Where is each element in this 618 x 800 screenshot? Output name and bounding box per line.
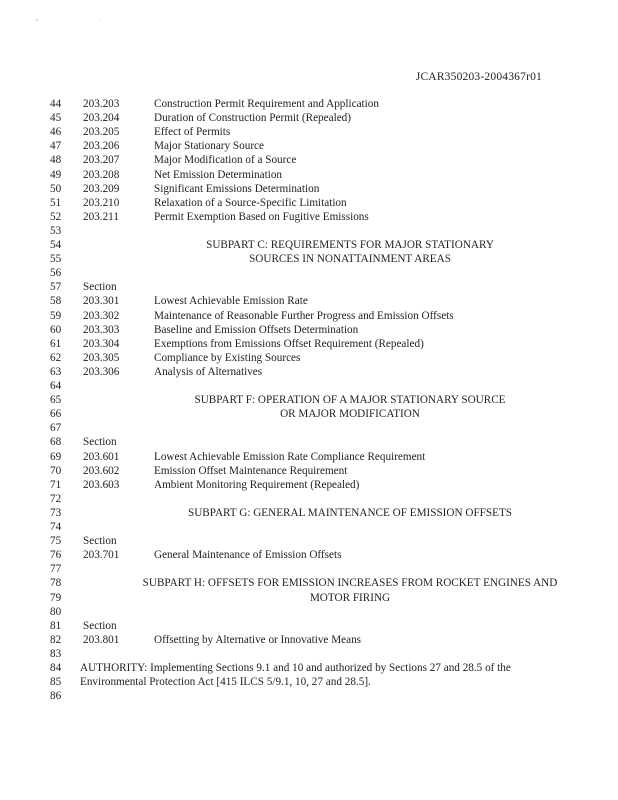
section-number: Section (83, 619, 117, 632)
document-line (50, 196, 570, 210)
line-number: 80 (50, 605, 62, 618)
document-line (50, 576, 570, 590)
line-number: 45 (50, 112, 62, 125)
section-title: Net Emission Determination (154, 168, 283, 181)
document-line (50, 365, 570, 379)
subpart-heading: SOURCES IN NONATTAINMENT AREAS (249, 253, 451, 266)
line-number: 55 (50, 253, 62, 266)
line-number: 68 (50, 436, 62, 449)
line-number: 50 (50, 182, 62, 195)
section-title: Emission Offset Maintenance Requirement (154, 464, 348, 477)
document-line (50, 309, 570, 323)
document-line (50, 548, 570, 562)
section-number: 203.206 (83, 140, 120, 153)
section-title: Permit Exemption Based on Fugitive Emissions (154, 210, 369, 223)
subpart-heading: SUBPART C: REQUIREMENTS FOR MAJOR STATIONARY (206, 239, 494, 251)
document-line (50, 323, 570, 337)
document-line (50, 675, 570, 689)
section-number: 203.306 (83, 365, 120, 378)
document-line (50, 97, 570, 111)
line-number: 65 (50, 394, 62, 407)
section-number: 203.302 (83, 309, 120, 322)
line-number: 73 (50, 506, 62, 519)
line-number: 47 (50, 140, 62, 153)
document-line (50, 266, 570, 280)
section-title: Major Stationary Source (154, 140, 264, 153)
section-title: General Maintenance of Emission Offsets (154, 549, 342, 562)
section-number: 203.603 (83, 478, 120, 491)
section-number: 203.701 (83, 549, 120, 562)
line-number: 48 (50, 154, 62, 167)
section-number: 203.801 (83, 633, 120, 646)
line-number: 75 (50, 535, 62, 548)
document-line (50, 605, 570, 619)
document-line (50, 393, 570, 407)
section-title: Significant Emissions Determination (154, 182, 320, 195)
line-number: 54 (50, 239, 62, 251)
document-line (50, 435, 570, 449)
authority-text: AUTHORITY: Implementing Sections 9.1 and 10 and authorized by Sections 27 and 28.5 of the (80, 662, 511, 674)
line-number: 82 (50, 633, 62, 646)
line-number: 62 (50, 351, 62, 364)
line-number: 53 (50, 224, 62, 237)
section-title: Offsetting by Alternative or Innovative Means (154, 633, 362, 646)
line-number: 61 (50, 337, 62, 350)
document-line (50, 591, 570, 605)
document-line (50, 153, 570, 167)
line-number: 59 (50, 309, 62, 322)
line-number: 83 (50, 647, 62, 660)
document-line (50, 125, 570, 139)
section-number: 203.207 (83, 154, 120, 167)
section-title: Analysis of Alternatives (154, 365, 263, 378)
document-line (50, 182, 570, 196)
line-number: 57 (50, 281, 62, 294)
section-number: 203.209 (83, 182, 120, 195)
section-number: Section (83, 535, 117, 548)
line-number: 74 (50, 521, 62, 533)
document-line (50, 294, 570, 308)
document-line (50, 647, 570, 661)
document-line (50, 661, 570, 675)
document-line (50, 464, 570, 478)
document-line (50, 351, 570, 365)
section-title: Construction Permit Requirement and Application (154, 98, 379, 110)
line-number: 51 (50, 196, 62, 209)
section-number: Section (83, 436, 117, 449)
section-title: Exemptions from Emissions Offset Requirement (Repealed) (154, 337, 424, 350)
section-number: 203.205 (83, 126, 120, 139)
document-line (50, 492, 570, 506)
line-number: 52 (50, 210, 62, 223)
line-number: 77 (50, 563, 62, 576)
section-title: Baseline and Emission Offsets Determination (154, 323, 359, 336)
line-number: 79 (50, 591, 62, 604)
document-line (50, 252, 570, 266)
section-title: Lowest Achievable Emission Rate Compliance Requirement (154, 450, 426, 463)
subpart-heading: SUBPART H: OFFSETS FOR EMISSION INCREASES FROM ROCKET ENGINES AND (142, 577, 558, 590)
line-number: 60 (50, 323, 62, 336)
section-number: 203.211 (83, 210, 119, 223)
authority-text: Environmental Protection Act [415 ILCS 5/9.1, 10, 27 and 28.5]. (80, 676, 371, 689)
document-line (50, 520, 570, 534)
section-title: Effect of Permits (154, 126, 231, 139)
line-number: 85 (50, 676, 62, 689)
line-number: 56 (50, 267, 62, 280)
section-number: 203.602 (83, 464, 120, 477)
document-line (50, 506, 570, 520)
document-line (50, 238, 570, 252)
section-number: 203.208 (83, 168, 120, 181)
section-title: Compliance by Existing Sources (154, 351, 301, 364)
section-title: Ambient Monitoring Requirement (Repealed) (154, 478, 360, 491)
document-line (50, 337, 570, 351)
section-title: Maintenance of Reasonable Further Progress and Emission Offsets (154, 309, 454, 322)
document-line (50, 224, 570, 238)
line-number: 69 (50, 450, 62, 463)
line-number: 49 (50, 168, 62, 181)
document-line (50, 280, 570, 294)
document-line (50, 478, 570, 492)
document-line (50, 168, 570, 182)
document-line (50, 421, 570, 435)
document-line (50, 139, 570, 153)
section-number: 203.204 (83, 112, 120, 125)
document-line (50, 407, 570, 421)
subpart-heading: SUBPART F: OPERATION OF A MAJOR STATIONARY SOURCE (194, 394, 506, 407)
document-line (50, 562, 570, 576)
document-line (50, 619, 570, 633)
section-number: 203.203 (83, 98, 120, 110)
line-number: 58 (50, 295, 62, 308)
line-number: 64 (50, 380, 62, 392)
section-title: Major Modification of a Source (154, 154, 297, 167)
subpart-heading: MOTOR FIRING (309, 591, 391, 604)
section-title: Duration of Construction Permit (Repealed) (154, 112, 351, 125)
section-title: Relaxation of a Source-Specific Limitation (154, 196, 347, 209)
section-number: 203.601 (83, 450, 120, 463)
section-number: 203.304 (83, 337, 120, 350)
subpart-heading: OR MAJOR MODIFICATION (280, 408, 420, 421)
section-number: 203.305 (83, 351, 120, 364)
line-number: 44 (50, 98, 62, 110)
scan-specks: • · (36, 18, 132, 24)
line-number: 67 (50, 422, 62, 435)
line-number: 72 (50, 492, 62, 505)
line-number: 70 (50, 464, 62, 477)
document-line (50, 450, 570, 464)
line-number: 81 (50, 619, 62, 632)
document-line (50, 379, 570, 393)
document-line (50, 633, 570, 647)
line-number: 66 (50, 408, 62, 421)
document-line (50, 111, 570, 125)
line-number: 86 (50, 690, 62, 703)
section-number: Section (83, 281, 117, 294)
section-title: Lowest Achievable Emission Rate (154, 295, 308, 308)
document-line (50, 210, 570, 224)
line-number: 63 (50, 365, 62, 378)
document-id: JCAR350203-2004367r01 (415, 71, 542, 83)
line-number: 76 (50, 549, 62, 562)
section-number: 203.303 (83, 323, 120, 336)
document-line (50, 534, 570, 548)
line-number: 46 (50, 126, 62, 139)
document-line (50, 689, 570, 703)
section-number: 203.301 (83, 295, 120, 308)
line-number: 78 (50, 577, 62, 590)
line-number: 71 (50, 478, 62, 491)
section-number: 203.210 (83, 196, 120, 209)
line-number: 84 (50, 662, 62, 674)
subpart-heading: SUBPART G: GENERAL MAINTENANCE OF EMISSION OFFSETS (187, 506, 512, 519)
